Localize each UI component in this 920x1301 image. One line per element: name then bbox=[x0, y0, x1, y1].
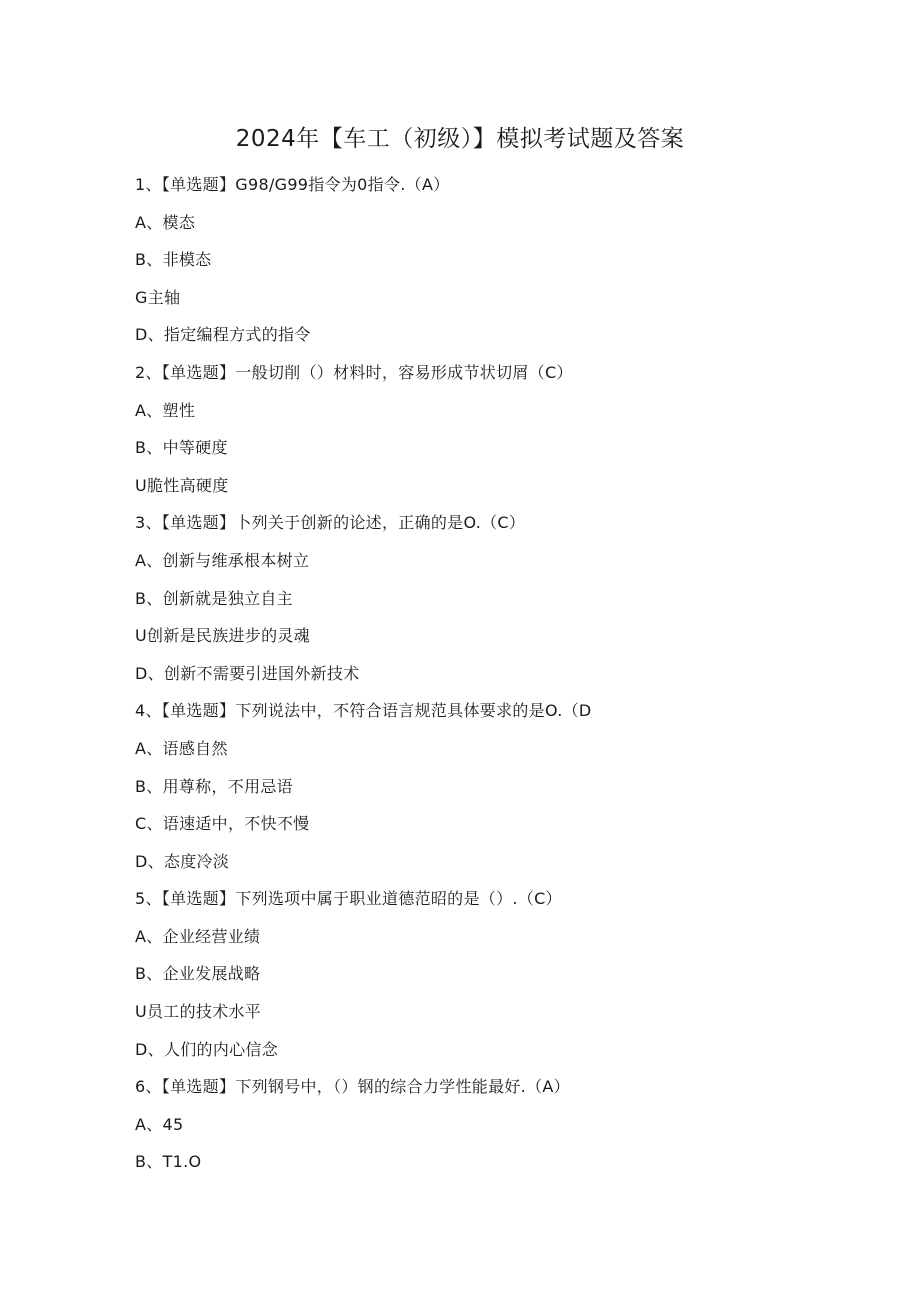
answer-option: U脆性高硬度 bbox=[135, 475, 229, 495]
answer-option: B、用尊称，不用忌语 bbox=[135, 776, 293, 796]
answer-option: D、指定编程方式的指令 bbox=[135, 325, 311, 345]
answer-option: A、45 bbox=[135, 1114, 184, 1134]
answer-option: D、人们的内心信念 bbox=[135, 1039, 279, 1059]
answer-option: B、企业发展战略 bbox=[135, 964, 261, 984]
answer-option: A、企业经营业绩 bbox=[135, 926, 261, 946]
answer-option: A、塑性 bbox=[135, 400, 196, 420]
question-text: 6、【单选题】下列钢号中，（）钢的综合力学性能最好.（A） bbox=[135, 1077, 570, 1097]
answer-option: B、中等硬度 bbox=[135, 438, 228, 458]
question-list bbox=[135, 170, 875, 1185]
answer-option: U创新是民族进步的灵魂 bbox=[135, 626, 311, 646]
answer-option: B、非模态 bbox=[135, 250, 212, 270]
answer-option: C、语速适中，不快不慢 bbox=[135, 814, 310, 834]
question-text: 2、【单选题】一般切削（）材料时，容易形成节状切屑（C） bbox=[135, 362, 573, 382]
answer-option: D、创新不需要引进国外新技术 bbox=[135, 663, 360, 683]
answer-option: B、T1.O bbox=[135, 1152, 202, 1172]
answer-option: A、创新与维承根本树立 bbox=[135, 550, 310, 570]
question-text: 4、【单选题】下列说法中，不符合语言规范具体要求的是O.（D bbox=[135, 701, 592, 721]
answer-option: A、模态 bbox=[135, 212, 196, 232]
question-text: 1、【单选题】G98/G99指令为0指令.（A） bbox=[135, 175, 450, 194]
question-text: 3、【单选题】卜列关于创新的论述，正确的是O.（C） bbox=[135, 513, 526, 533]
answer-option: A、语感自然 bbox=[135, 738, 228, 758]
answer-option: D、态度冷淡 bbox=[135, 851, 230, 871]
document-title: 2024年【车工（初级）】模拟考试题及答案 bbox=[235, 126, 685, 152]
answer-option: U员工的技术水平 bbox=[135, 1002, 262, 1022]
question-text: 5、【单选题】下列选项中属于职业道德范昭的是（）.（C） bbox=[135, 889, 562, 909]
answer-option: G主轴 bbox=[135, 287, 181, 307]
answer-option: B、创新就是独立自主 bbox=[135, 588, 293, 608]
